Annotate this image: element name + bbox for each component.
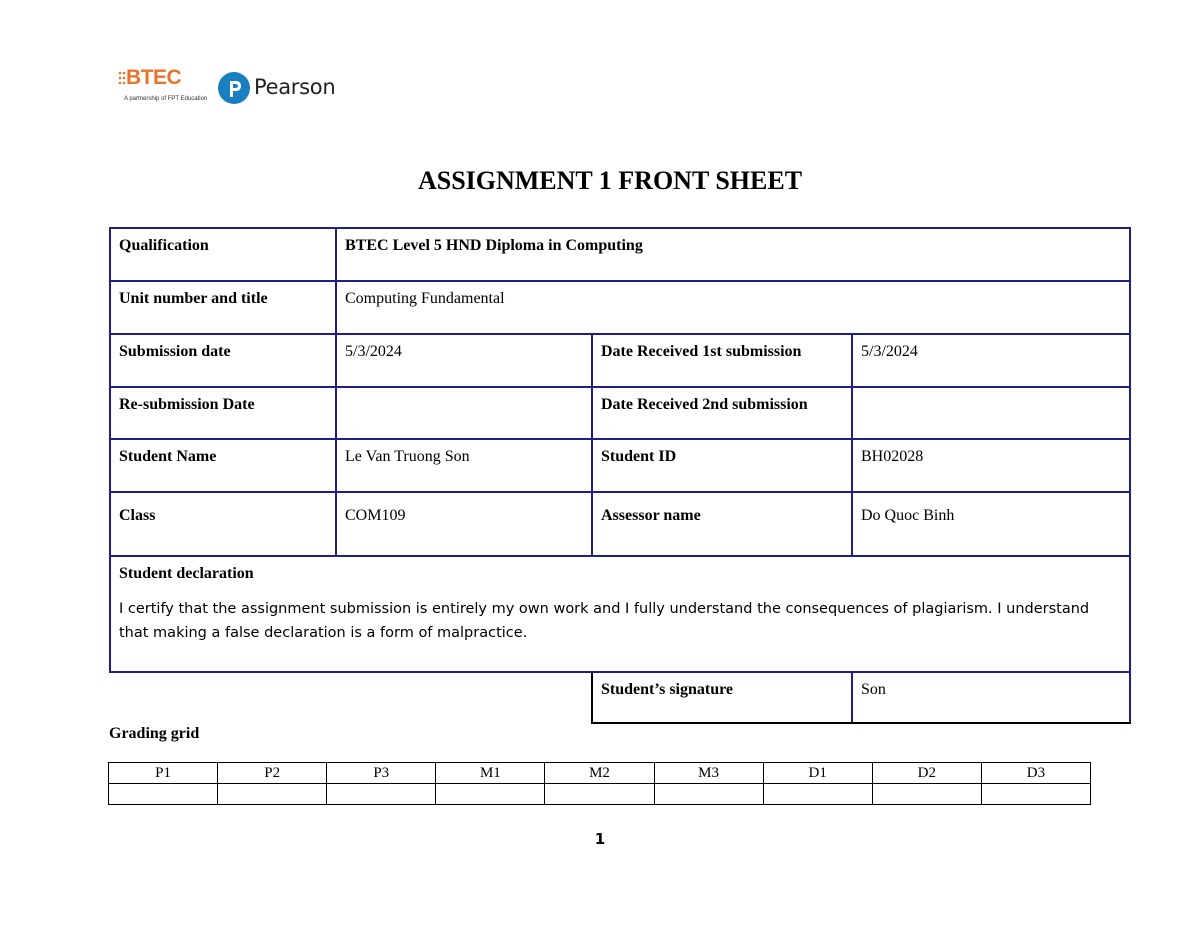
student-name-label: Student Name [110, 439, 336, 492]
qualification-value: BTEC Level 5 HND Diploma in Computing [336, 228, 1130, 281]
btec-tagline: A partnership of FPT Education [124, 96, 208, 102]
grade-header-cell: P2 [218, 763, 327, 784]
declaration-cell [110, 556, 1130, 672]
btec-logo [118, 64, 208, 108]
grade-header-cell: M1 [436, 763, 545, 784]
btec-wordmark: BTEC [126, 66, 182, 89]
grade-value-cell [109, 784, 218, 805]
pearson-logo [218, 70, 338, 110]
declaration-label: Student declaration [119, 565, 254, 582]
grade-header-cell: P3 [327, 763, 436, 784]
class-value: COM109 [336, 492, 592, 556]
date-received-1st-label: Date Received 1st submission [592, 334, 852, 387]
assessor-name-label: Assessor name [592, 492, 852, 556]
grade-value-cell [872, 784, 981, 805]
student-row [110, 439, 1130, 492]
student-id-label: Student ID [592, 439, 852, 492]
pearson-wordmark: Pearson [254, 75, 336, 99]
grading-grid [108, 762, 1091, 805]
qualification-row [110, 228, 1130, 281]
student-id-value: BH02028 [852, 439, 1130, 492]
qualification-label: Qualification [110, 228, 336, 281]
grade-header-cell: M2 [545, 763, 654, 784]
class-row [110, 492, 1130, 556]
submission-row [110, 334, 1130, 387]
grade-header-cell: M3 [654, 763, 763, 784]
date-received-1st-value: 5/3/2024 [852, 334, 1130, 387]
date-received-2nd-value [852, 387, 1130, 439]
grade-value-cell [981, 784, 1090, 805]
signature-spacer [336, 672, 592, 723]
grade-header-cell: D1 [763, 763, 872, 784]
submission-date-value: 5/3/2024 [336, 334, 592, 387]
class-label: Class [110, 492, 336, 556]
date-received-2nd-label: Date Received 2nd submission [592, 387, 852, 439]
grade-value-cell [327, 784, 436, 805]
signature-row [110, 672, 1130, 723]
grade-header-cell: P1 [109, 763, 218, 784]
page-number: 1 [594, 830, 606, 848]
signature-spacer [110, 672, 336, 723]
submission-date-label: Submission date [110, 334, 336, 387]
btec-dots-icon [118, 70, 126, 88]
grade-value-cell [654, 784, 763, 805]
grading-grid-title: Grading grid [109, 725, 200, 742]
front-sheet-table [109, 227, 1129, 724]
grade-header-cell: D3 [981, 763, 1090, 784]
resubmission-date-label: Re-submission Date [110, 387, 336, 439]
signature-value: Son [852, 672, 1130, 723]
unit-label: Unit number and title [110, 281, 336, 334]
resubmission-row [110, 387, 1130, 439]
grade-value-cell [545, 784, 654, 805]
unit-row [110, 281, 1130, 334]
grading-header-row [109, 763, 1091, 784]
resubmission-date-value [336, 387, 592, 439]
grade-value-cell [436, 784, 545, 805]
pearson-p-icon [218, 72, 250, 104]
grade-value-cell [763, 784, 872, 805]
assessor-name-value: Do Quoc Binh [852, 492, 1130, 556]
grade-value-cell [218, 784, 327, 805]
grading-value-row [109, 784, 1091, 805]
page-title: ASSIGNMENT 1 FRONT SHEET [417, 166, 803, 195]
signature-label: Student’s signature [592, 672, 852, 723]
declaration-row [110, 556, 1130, 672]
unit-value: Computing Fundamental [336, 281, 1130, 334]
declaration-text: I certify that the assignment submission is entirely my own work and I fully understand the consequences of plagiarism. I understand that making a false declaration is a form of malpractice. [119, 601, 1090, 641]
grade-header-cell: D2 [872, 763, 981, 784]
student-name-value: Le Van Truong Son [336, 439, 592, 492]
